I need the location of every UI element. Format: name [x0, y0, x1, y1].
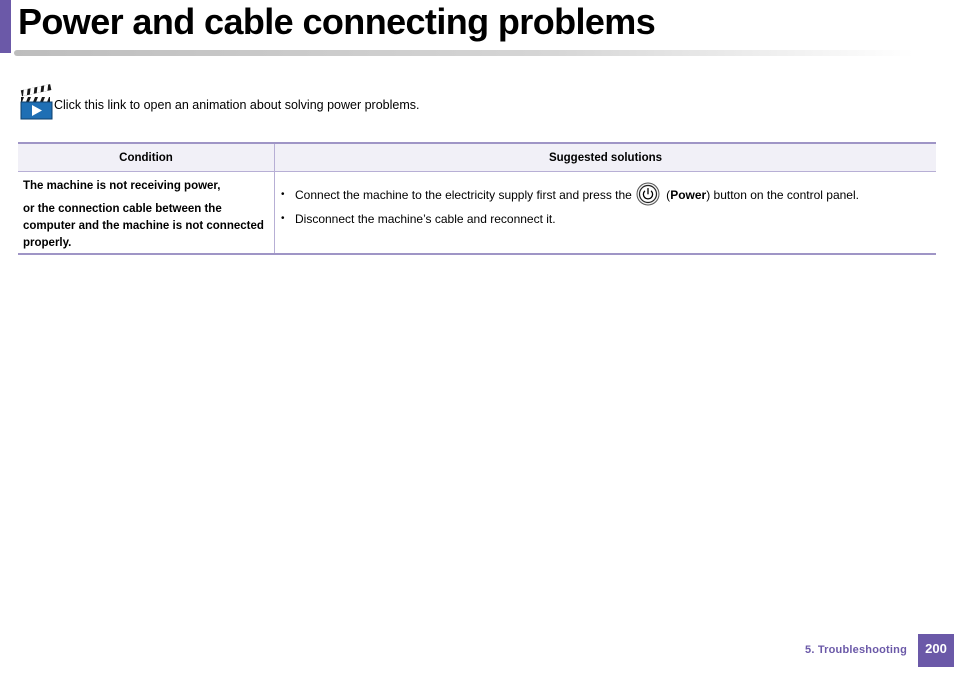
solutions-cell — [275, 172, 937, 255]
power-label: Power — [670, 188, 707, 202]
bullet: • — [281, 213, 285, 224]
solutions-list — [275, 172, 936, 230]
title-divider — [14, 50, 914, 56]
animation-link[interactable] — [19, 84, 419, 121]
clapperboard-play-icon[interactable] — [19, 84, 53, 121]
solution-2-text: Disconnect the machine’s cable and reconnect it. — [295, 212, 556, 226]
page-number-badge: 200 — [918, 634, 954, 667]
title-accent-bar — [0, 0, 11, 53]
solution-1-text: Connect the machine to the electricity supply first and press the — [295, 188, 632, 202]
list-item — [281, 184, 936, 206]
solution-1-text-after: ) button on the control panel. — [706, 188, 859, 202]
table-header-row — [18, 143, 936, 172]
power-button-icon — [636, 182, 660, 206]
footer-section-label: 5. Troubleshooting — [805, 644, 907, 656]
list-item — [281, 208, 936, 230]
animation-link-text[interactable]: Click this link to open an animation about solving power problems. — [54, 98, 420, 112]
condition-line-1: The machine is not receiving power, — [23, 180, 221, 192]
bullet: • — [281, 189, 285, 200]
condition-line-2: or the connection cable between the computer and the machine is not connected properly. — [23, 203, 264, 249]
condition-cell — [18, 172, 275, 255]
page-title: Power and cable connecting problems — [18, 1, 656, 42]
solutions-table — [18, 142, 936, 255]
solution-1-paren: ( — [662, 188, 671, 202]
header-condition: Condition — [18, 143, 275, 172]
table-row — [18, 172, 936, 255]
header-suggested-solutions: Suggested solutions — [275, 143, 937, 172]
